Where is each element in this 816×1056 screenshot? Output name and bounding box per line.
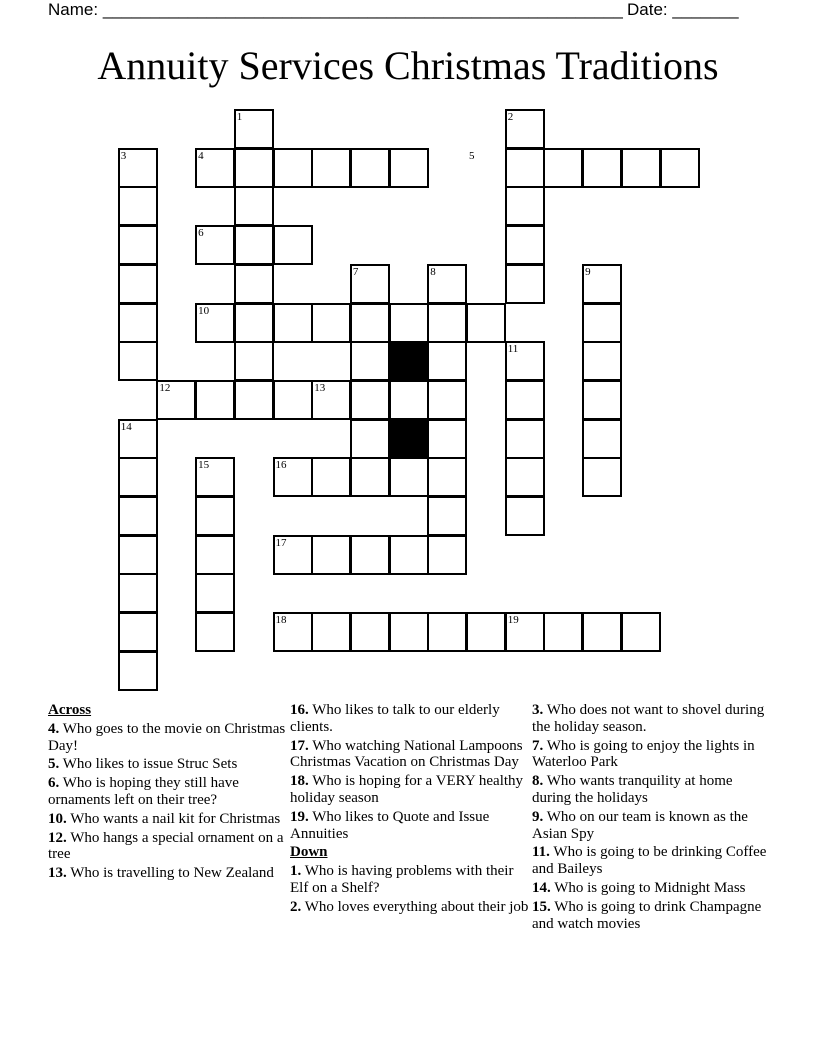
grid-cell[interactable] [118,457,158,497]
grid-cell[interactable] [311,535,351,575]
grid-cell[interactable] [543,148,583,188]
date-label: Date: [627,0,668,19]
grid-cell[interactable] [389,457,429,497]
grid-cell[interactable] [350,341,390,381]
clue-number: 2 [507,111,514,123]
grid-cell[interactable] [350,303,390,343]
clue-number: 16 [275,459,287,472]
grid-cell[interactable] [311,148,351,188]
grid-cell[interactable] [273,380,313,420]
grid-cell[interactable] [118,612,158,652]
grid-cell[interactable] [582,303,622,343]
grid-cell[interactable] [505,225,545,265]
clue-number: 8 [430,265,436,278]
clue-down-9: 9. Who on our team is known as the Asian Spy [532,808,748,842]
clue-number: 1 [236,111,243,123]
grid-cell[interactable] [118,651,158,691]
grid-cell[interactable] [195,380,235,420]
grid-cell[interactable] [195,573,235,613]
clue-across-13: 13. Who is travelling to New Zealand [48,865,274,882]
grid-cell[interactable] [427,457,467,497]
clue-number: 19 [507,614,519,627]
grid-cell[interactable] [350,380,390,420]
grid-cell[interactable] [389,303,429,343]
clues-column-1 [48,702,288,884]
grid-cell[interactable] [118,496,158,536]
grid-cell[interactable] [582,419,622,459]
grid-cell[interactable] [427,341,467,381]
grid-cell[interactable] [195,612,235,652]
clues-column-3 [532,702,768,934]
grid-cell[interactable] [118,264,158,304]
clue-down-2: 2. Who loves everything about their job [290,898,529,915]
clue-number: 18 [275,614,287,627]
grid-cell[interactable] [311,612,351,652]
across-heading: Across [48,702,92,718]
clue-number: 6 [198,227,204,240]
grid-cell[interactable] [543,612,583,652]
grid-cell-black [389,341,429,381]
clue-number: 15 [198,459,210,472]
down-heading: Down [290,844,328,861]
grid-cell[interactable] [234,186,274,226]
grid-cell[interactable] [505,148,545,188]
clue-number: 10 [198,304,210,317]
grid-cell[interactable] [195,535,235,575]
grid-cell[interactable] [505,264,545,304]
clue-down-15: 15. Who is going to drink Champagne and watch movies [532,898,762,932]
grid-cell[interactable] [389,535,429,575]
grid-cell[interactable] [350,148,390,188]
grid-cell[interactable] [118,225,158,265]
clue-number: 9 [585,265,591,278]
grid-cell[interactable] [273,148,313,188]
date-line: _______ [672,0,739,19]
clue-number: 12 [159,381,171,394]
grid-cell[interactable] [273,303,313,343]
clue-number: 5 [469,149,475,162]
grid-cell[interactable] [234,225,274,265]
clue-across-17: 17. Who watching National Lampoons Christmas Vacation on Christmas Day [290,737,523,771]
clue-number: 13 [314,381,326,394]
grid-cell[interactable] [505,186,545,226]
grid-cell[interactable] [389,612,429,652]
grid-cell[interactable] [234,303,274,343]
grid-cell[interactable] [234,380,274,420]
grid-cell[interactable] [427,535,467,575]
clue-across-10: 10. Who wants a nail kit for Christmas [48,810,281,827]
clue-across-19: 19. Who likes to Quote and Issue Annuities [290,808,490,842]
clue-down-7: 7. Who is going to enjoy the lights in Waterloo Park [532,737,755,771]
grid-cell[interactable] [350,535,390,575]
clue-down-1: 1. Who is having problems with their Elf on a Shelf? [290,863,514,896]
clue-down-14: 14. Who is going to Midnight Mass [532,879,746,896]
grid-cell[interactable] [234,341,274,381]
clue-across-12: 12. Who hangs a special ornament on a tree [48,829,284,863]
clue-across-18: 18. Who is hoping for a VERY healthy holiday season [290,773,524,806]
clue-number: 4 [198,149,204,162]
grid-cell[interactable] [582,341,622,381]
grid-cell[interactable] [466,303,506,343]
grid-cell[interactable] [505,496,545,536]
grid-cell-black [389,419,429,459]
name-label: Name: [48,0,99,19]
grid-cell[interactable] [118,573,158,613]
grid-cell[interactable] [311,457,351,497]
grid-cell[interactable] [505,419,545,459]
clue-down-11: 11. Who is going to be drinking Coffee and Baileys [532,844,767,878]
grid-cell[interactable] [427,496,467,536]
grid-cell[interactable] [118,341,158,381]
grid-cell[interactable] [660,148,700,188]
grid-cell[interactable] [427,303,467,343]
grid-cell[interactable] [118,186,158,226]
grid-cell[interactable] [427,419,467,459]
grid-cell[interactable] [505,457,545,497]
grid-cell[interactable] [350,457,390,497]
grid-cell[interactable] [389,380,429,420]
clue-number: 14 [120,420,132,433]
grid-cell[interactable] [582,457,622,497]
grid-cell[interactable] [427,612,467,652]
clue-across-6: 6. Who is hoping they still have ornaments left on their tree? [48,775,239,808]
clue-down-8: 8. Who wants tranquility at home during the holidays [532,773,733,806]
clues-column-2 [290,702,530,918]
grid-cell[interactable] [582,148,622,188]
grid-cell[interactable] [118,535,158,575]
grid-cell[interactable] [621,612,661,652]
clue-number: 11 [507,343,519,356]
clue-down-3: 3. Who does not want to shovel during the holiday season. [532,702,765,735]
grid-cell[interactable] [118,303,158,343]
grid-cell[interactable] [466,612,506,652]
grid-cell[interactable] [273,225,313,265]
name-line: _______________________________________________________ [102,0,623,19]
grid-cell[interactable] [582,380,622,420]
grid-cell[interactable] [234,148,274,188]
grid-cell[interactable] [389,148,429,188]
grid-cell[interactable] [505,380,545,420]
grid-cell[interactable] [350,612,390,652]
clue-across-16: 16. Who likes to talk to our elderly clients. [290,702,500,735]
clue-number: 3 [120,149,127,162]
grid-cell[interactable] [311,303,351,343]
clue-across-5: 5. Who likes to issue Struc Sets [48,756,238,773]
grid-cell[interactable] [621,148,661,188]
grid-cell[interactable] [195,496,235,536]
clue-number: 7 [352,265,359,278]
clue-across-4: 4. Who goes to the movie on Christmas Day! [48,720,286,754]
grid-cell[interactable] [582,612,622,652]
grid-cell[interactable] [350,419,390,459]
grid-cell[interactable] [234,264,274,304]
clue-number: 17 [275,536,287,549]
grid-cell[interactable] [427,380,467,420]
puzzle-title: Annuity Services Christmas Traditions [97,43,719,88]
